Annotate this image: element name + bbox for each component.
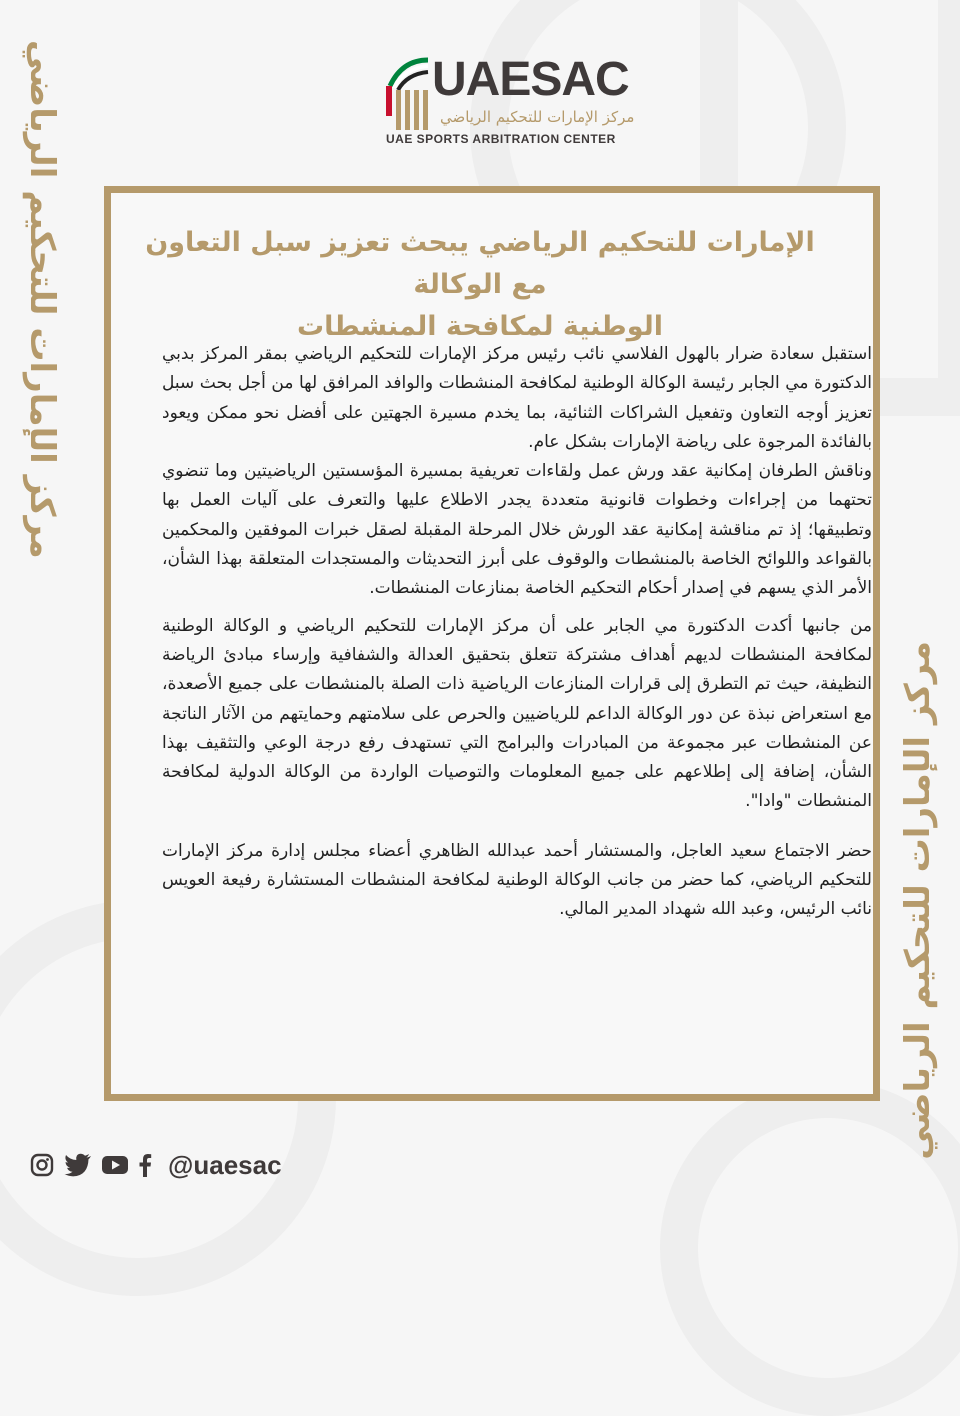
paragraph-gap — [162, 604, 872, 612]
youtube-icon[interactable] — [102, 1155, 128, 1175]
logo-mark-icon — [380, 56, 432, 136]
facebook-icon[interactable] — [138, 1153, 152, 1177]
side-text-left: مركز الإمارات للتحكيم الرياضي — [22, 40, 62, 559]
logo-wordmark: UAESAC — [432, 53, 629, 106]
paragraph-gap — [162, 817, 872, 837]
side-text-right: مركز الإمارات للتحكيم الرياضي — [898, 641, 938, 1160]
paragraph: استقبل سعادة ضرار بالهول الفلاسي نائب رئيس مركز الإمارات للتحكيم الرياضي بمقر المركز بدبي الدكتورة مي الجابر رئيسة الوكالة الوطنية لمكافحة المنشطات والوافد المرافق لها من أجل بحث سبل تعزيز أوجه التعاون وتفعيل الشراكات الثنائية، بما يخدم مسيرة الجهتين على أفضل نحو ممكن ويعود بالفائدة المرجوة على رياضة الإمارات بشكل عام. — [162, 344, 872, 452]
paragraph: وناقش الطرفان إمكانية عقد ورش عمل ولقاءات تعريفية بمسيرة المؤسستين الرياضيتين وما تنضوي تحتهما من إجراءات وخطوات قانونية متعددة يجدر الاطلاع عليها والتعرف على آليات العمل بها وتطبيقها؛ إذ تم مناقشة إمكانية عقد الورش خلال المرحلة المقبلة لصقل خبرات الموفقين والمحكمين بالقواعد واللوائح الخاصة بالمنشطات والوقوف على أبرز التحديثات والمستجدات المتعلقة بهذا الشأن، الأمر الذي يسهم في إصدار أحكام التحكيم الخاصة بمنازعات المنشطات. — [162, 461, 872, 599]
title-line: الإمارات للتحكيم الرياضي يبحث تعزيز سبل التعاون مع الوكالة — [145, 227, 815, 300]
paragraph: حضر الاجتماع سعيد العاجل، والمستشار أحمد عبدالله الظاهري أعضاء مجلس إدارة مركز الإمارات للتحكيم الرياضي، كما حضر من جانب الوكالة الوطنية لمكافحة المنشطات المستشارة رفيعة العويس نائب الرئيس، وعبد الله شهداد المدير المالي. — [162, 840, 872, 920]
instagram-icon[interactable] — [30, 1153, 54, 1177]
logo — [380, 52, 635, 152]
twitter-icon[interactable] — [64, 1153, 92, 1177]
title-line: الوطنية لمكافحة المنشطات — [296, 311, 664, 342]
page-title — [130, 222, 830, 348]
social-handle[interactable]: @uaesac — [168, 1149, 282, 1180]
logo-english-name: UAE SPORTS ARBITRATION CENTER — [386, 132, 616, 146]
paragraph: من جانبها أكدت الدكتورة مي الجابر على أن مركز الإمارات للتحكيم الرياضي و الوكالة الوطنية لمكافحة المنشطات لديهم أهداف مشتركة تتعلق بتحقيق العدالة والشفافية وإرساء مبادئ الرياضة النظيفة، حيث تم التطرق إلى قرارات المنازعات الرياضية ذات الصلة بالمنشطات على جميع الأصعدة، مع استعراض نبذة عن دور الوكالة الداعم للرياضيين والحرص على سلامتهم وحمايتهم من الآثار الناتجة عن المنشطات عبر مجموعة من المبادرات والبرامج التي تستهدف رفع درجة الوعي والتثقيف بهذا الشأن، إضافة إلى إطلاعهم على جميع المعلومات والتوصيات الواردة من الوكالة الدولية لمكافحة المنشطات "وادا". — [162, 615, 872, 812]
social-bar — [30, 1150, 282, 1180]
logo-arabic-name: مركز الإمارات للتحكيم الرياضي — [440, 108, 635, 126]
article-body — [162, 340, 872, 925]
